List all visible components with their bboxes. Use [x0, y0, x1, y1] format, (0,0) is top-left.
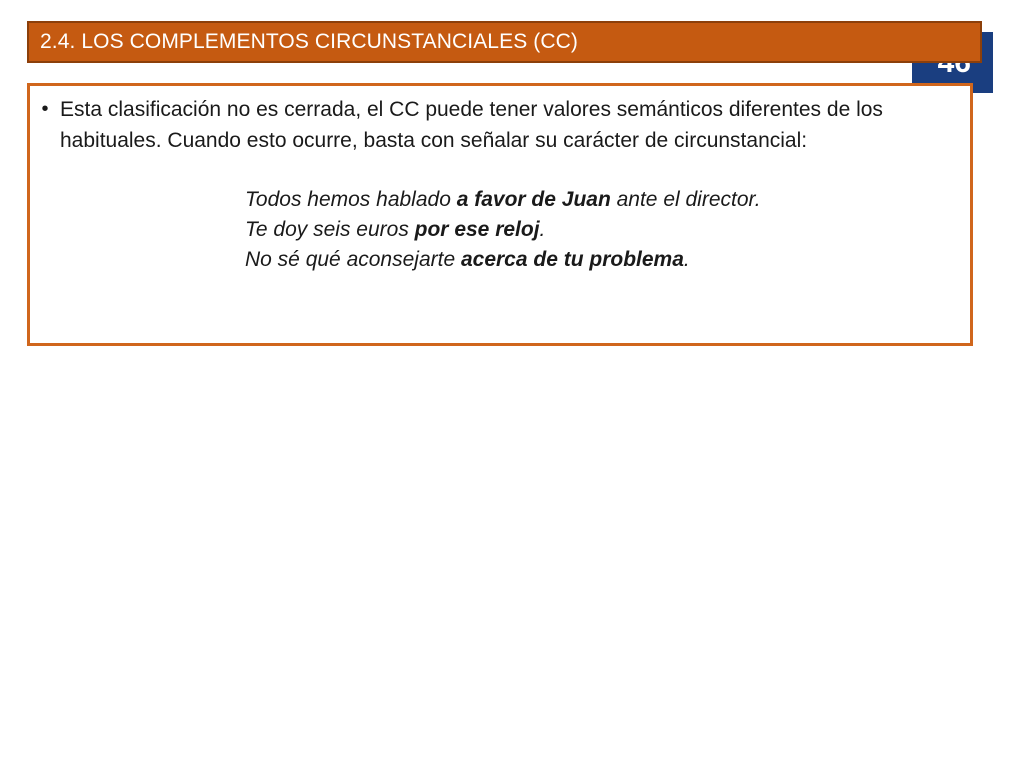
- example-text: No sé qué aconsejarte: [245, 248, 461, 271]
- example-sentence: [245, 185, 945, 215]
- examples-list: [245, 185, 945, 275]
- content-box: [27, 83, 973, 346]
- slide-title-bar: [27, 21, 982, 63]
- bullet-item: [30, 94, 970, 156]
- example-sentence: [245, 245, 945, 275]
- example-highlight: acerca de tu problema: [460, 248, 684, 271]
- example-text: ante el director.: [610, 188, 761, 211]
- example-sentence: [245, 215, 945, 245]
- example-text: .: [539, 218, 546, 241]
- example-text: Te doy seis euros: [245, 218, 415, 241]
- slide-title: 2.4. LOS COMPLEMENTOS CIRCUNSTANCIALES (CC): [40, 30, 578, 53]
- example-highlight: a favor de Juan: [456, 188, 611, 211]
- example-text: .: [683, 248, 690, 271]
- example-highlight: por ese reloj: [414, 218, 540, 241]
- bullet-text: Esta clasificación no es cerrada, el CC puede tener valores semánticos diferentes de los habituales. Cuando esto ocurre, basta con señalar su carácter de circunstancial:: [60, 98, 883, 152]
- example-text: Todos hemos hablado: [245, 188, 457, 211]
- bullet-icon: •: [41, 98, 49, 120]
